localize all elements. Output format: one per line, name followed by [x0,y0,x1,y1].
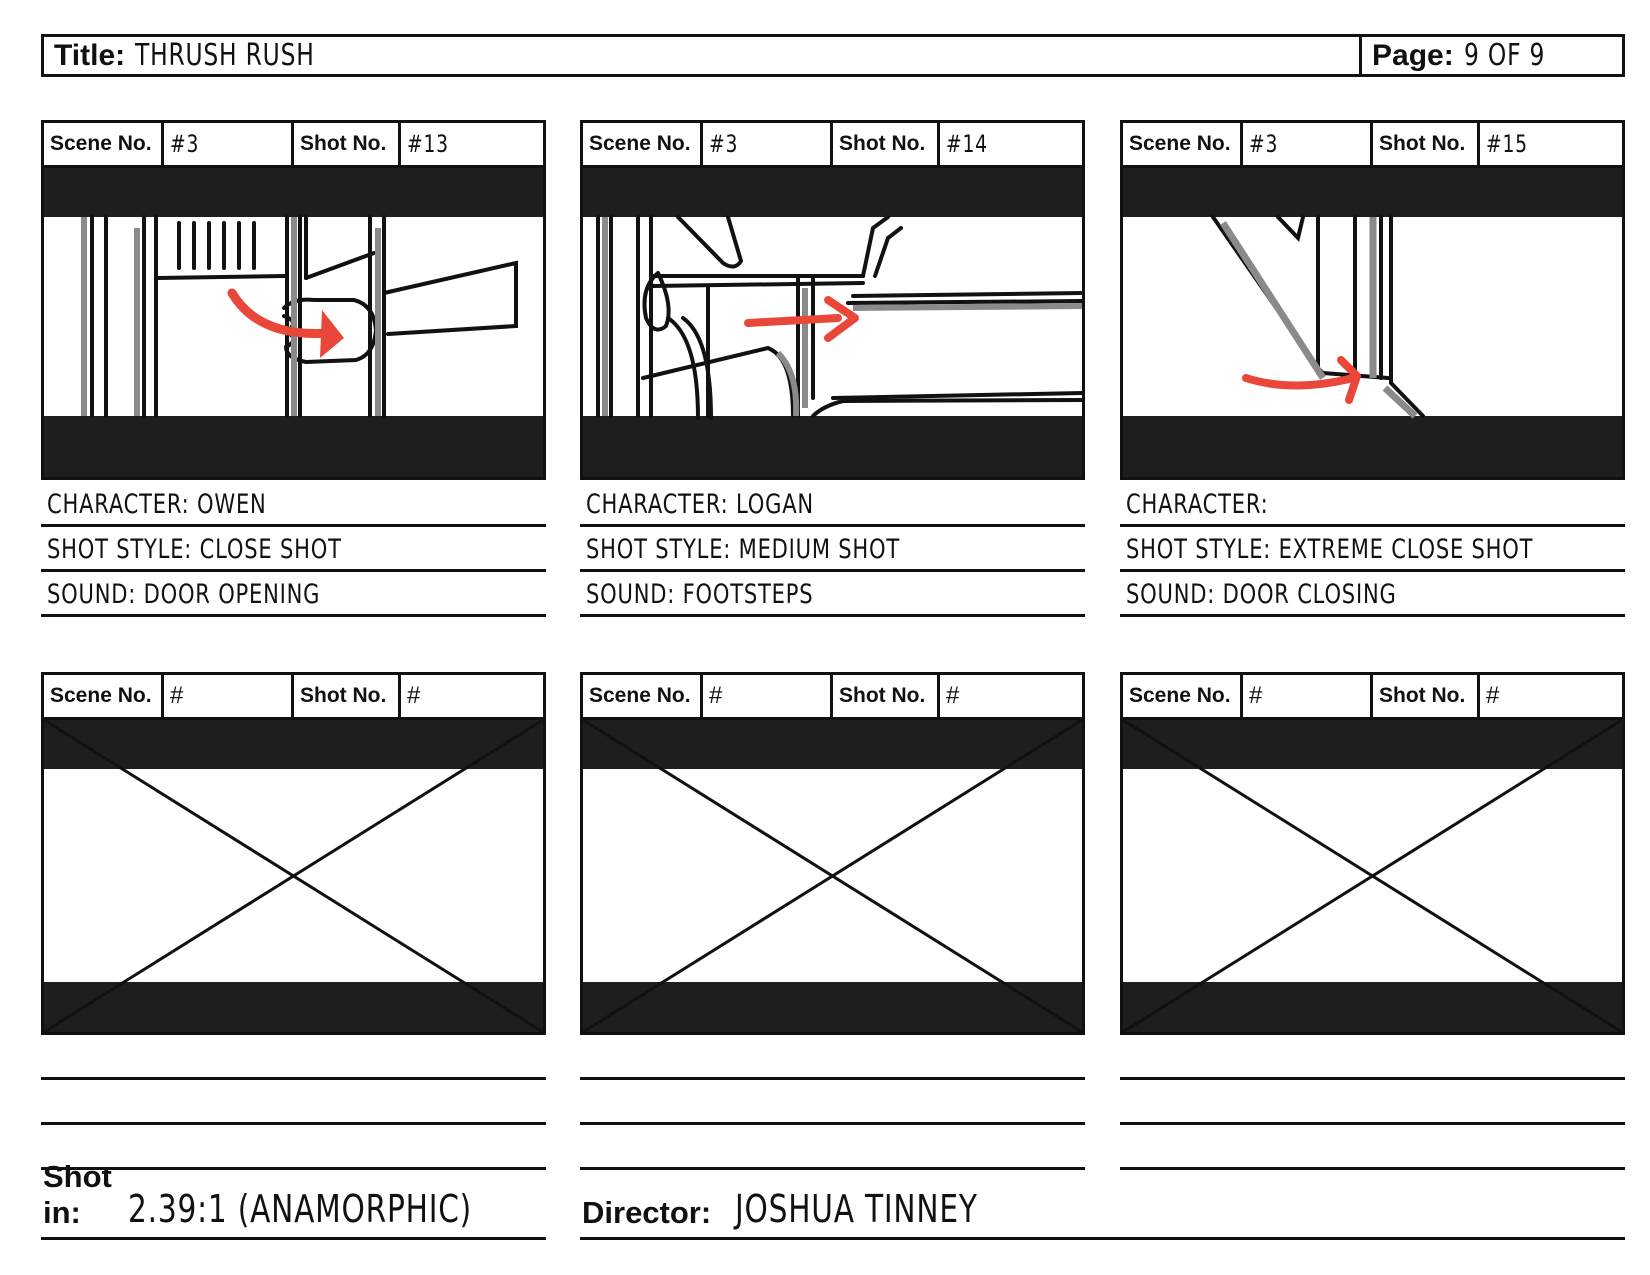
shot-label: Shot No. [833,123,940,165]
shot-number[interactable]: # [1486,682,1500,709]
shot-number[interactable]: # [407,682,421,709]
scene-label: Scene No. [583,675,703,717]
notes-line[interactable] [41,1035,546,1080]
shot-in-value: 2.39:1 (ANAMORPHIC) [127,1187,472,1231]
shot-number[interactable]: #13 [407,130,449,158]
scene-number[interactable]: #3 [703,123,833,165]
storyboard-panel-empty [41,672,546,1170]
sound-value: DOOR CLOSING [1222,579,1397,610]
storyboard-panel-empty [580,672,1085,1170]
empty-x-placeholder [1123,720,1622,1032]
shot-label: Shot No. [1373,123,1480,165]
sound-value: FOOTSTEPS [682,579,814,610]
storyboard-panel [41,120,546,617]
scene-label: Scene No. [44,123,164,165]
panel-header [1120,120,1625,165]
notes-line[interactable] [580,1080,1085,1125]
empty-frame[interactable] [580,717,1085,1035]
director-field[interactable] [580,1187,1625,1240]
panel-header [41,120,546,165]
scene-number[interactable]: #3 [164,123,294,165]
notes-line[interactable] [41,1125,546,1170]
storyboard-panel [1120,120,1625,617]
notes-line[interactable] [580,1125,1085,1170]
notes-line[interactable] [580,1035,1085,1080]
scene-label: Scene No. [583,123,703,165]
character-walking-past-counter-sketch [583,168,1082,477]
shot-number[interactable]: #15 [1486,130,1528,158]
empty-x-placeholder [583,720,1082,1032]
panel-frame[interactable] [41,165,546,480]
scene-label: Scene No. [1123,675,1243,717]
character-line[interactable]: CHARACTER: LOGAN [580,482,1085,527]
character-value: OWEN [197,489,267,520]
shot-style-line[interactable]: SHOT STYLE: MEDIUM SHOT [580,527,1085,572]
sound-line[interactable]: SOUND: DOOR OPENING [41,572,546,617]
notes-line[interactable] [41,1080,546,1125]
shot-label: Shot No. [833,675,940,717]
scene-label: Scene No. [1123,123,1243,165]
storyboard-panel-empty [1120,672,1625,1170]
empty-frame[interactable] [1120,717,1625,1035]
panel-frame[interactable] [580,165,1085,480]
director-label: Director: [582,1195,712,1230]
scene-number[interactable]: # [164,675,294,717]
title-field[interactable] [44,37,1362,74]
scene-number[interactable]: #3 [1243,123,1373,165]
shot-style-value: MEDIUM SHOT [738,534,901,565]
sound-value: DOOR OPENING [143,579,321,610]
page-label: Page: [1372,38,1454,72]
title-label: Title: [54,38,126,72]
panel-frame[interactable] [1120,165,1625,480]
shot-label: Shot No. [294,123,401,165]
sound-line[interactable]: SOUND: FOOTSTEPS [580,572,1085,617]
shot-style-line[interactable]: SHOT STYLE: CLOSE SHOT [41,527,546,572]
storyboard-panel [580,120,1085,617]
shot-number[interactable]: #14 [946,130,988,158]
notes-line[interactable] [1120,1080,1625,1125]
character-value: LOGAN [736,489,814,520]
notes-line[interactable] [1120,1125,1625,1170]
door-closing-sketch [1123,168,1622,477]
scene-number[interactable]: # [1243,675,1373,717]
shot-style-value: EXTREME CLOSE SHOT [1278,534,1534,565]
panel-header [580,672,1085,717]
director-value: JOSHUA TINNEY [735,1187,978,1231]
shot-style-line[interactable]: SHOT STYLE: EXTREME CLOSE SHOT [1120,527,1625,572]
scene-label: Scene No. [44,675,164,717]
empty-x-placeholder [44,720,543,1032]
page-value: 9 OF 9 [1463,38,1545,73]
empty-frame[interactable] [41,717,546,1035]
panel-header [1120,672,1625,717]
hand-opening-door-sketch [44,168,543,477]
shot-number[interactable]: # [946,682,960,709]
sound-line[interactable]: SOUND: DOOR CLOSING [1120,572,1625,617]
shot-label: Shot No. [1373,675,1480,717]
shot-in-label: Shot in: [43,1159,112,1230]
character-line[interactable]: CHARACTER: OWEN [41,482,546,527]
panel-header [41,672,546,717]
panel-header [580,120,1085,165]
scene-number[interactable]: # [703,675,833,717]
character-line[interactable]: CHARACTER: [1120,482,1625,527]
page-field[interactable] [1362,37,1622,74]
title-bar [41,34,1625,77]
shot-label: Shot No. [294,675,401,717]
shot-in-field[interactable] [41,1159,546,1240]
notes-line[interactable] [1120,1035,1625,1080]
shot-style-value: CLOSE SHOT [199,534,342,565]
title-value: THRUSH RUSH [135,38,315,73]
